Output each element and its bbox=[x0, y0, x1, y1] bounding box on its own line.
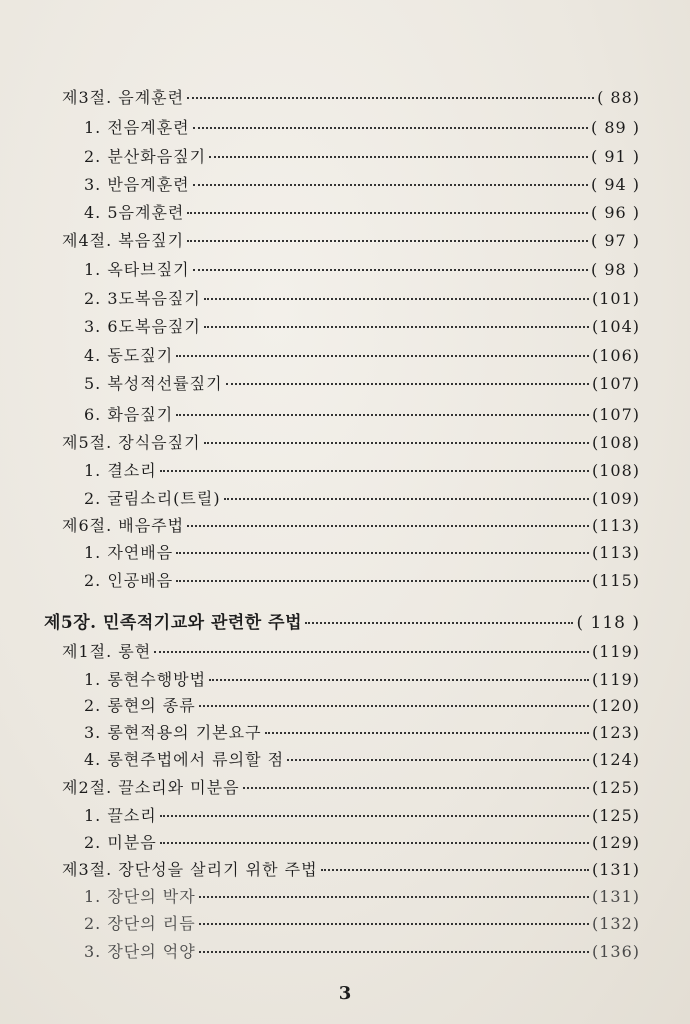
toc-entry-item bbox=[84, 723, 640, 743]
toc-entry-label: 3. 장단의 억양 bbox=[84, 942, 196, 961]
toc-entry-label: 제5장. 민족적기교와 관련한 주법 bbox=[44, 613, 302, 633]
toc-entry-label: 1. 롱현수행방법 bbox=[84, 670, 207, 689]
toc-entry-item bbox=[84, 289, 640, 309]
toc-entry-label: 제5절. 장식음짚기 bbox=[62, 433, 201, 452]
toc-entry-section bbox=[62, 642, 640, 662]
toc-entry-page: (113) bbox=[591, 516, 640, 535]
toc-entry-label: 제1절. 롱현 bbox=[62, 642, 152, 661]
toc-entry-label: 제2절. 끌소리와 미분음 bbox=[62, 778, 240, 797]
toc-entry-page: (109) bbox=[591, 489, 640, 508]
toc-entry-item bbox=[84, 346, 640, 366]
toc-entry-label: 3. 6도복음짚기 bbox=[84, 317, 201, 336]
toc-entry-item bbox=[84, 750, 640, 770]
toc-entry-page: ( 98 ) bbox=[590, 260, 640, 279]
dot-leader bbox=[199, 951, 589, 953]
toc-entry-item bbox=[84, 147, 640, 167]
toc-entry-page: (120) bbox=[591, 696, 640, 715]
toc-entry-page: (129) bbox=[591, 833, 640, 852]
dot-leader bbox=[204, 442, 589, 444]
toc-entry-page: (132) bbox=[591, 914, 640, 933]
toc-entry-item bbox=[84, 833, 640, 853]
toc-entry-label: 1. 결소리 bbox=[84, 461, 157, 480]
toc-entry-item bbox=[84, 543, 640, 563]
toc-entry-item bbox=[84, 942, 640, 962]
dot-leader bbox=[187, 525, 589, 527]
dot-leader bbox=[160, 470, 589, 472]
toc-entry-item bbox=[84, 571, 640, 591]
toc-entry-label: 2. 장단의 리듬 bbox=[84, 914, 196, 933]
toc-entry-page: (108) bbox=[591, 461, 640, 480]
toc-entry-label: 3. 반음계훈련 bbox=[84, 175, 190, 194]
toc-entry-item bbox=[84, 175, 640, 195]
toc-entry-page: (119) bbox=[591, 642, 640, 661]
dot-leader bbox=[287, 759, 589, 761]
toc-entry-item bbox=[84, 317, 640, 337]
toc-entry-label: 제6절. 배음주법 bbox=[62, 516, 185, 535]
toc-entry-page: ( 97 ) bbox=[590, 231, 640, 250]
toc-entry-label: 제3절. 장단성을 살리기 위한 주법 bbox=[62, 860, 318, 879]
toc-entry-page: (119) bbox=[591, 670, 640, 689]
toc-entry-label: 제4절. 복음짚기 bbox=[62, 231, 185, 250]
dot-leader bbox=[204, 326, 589, 328]
toc-entry-page: (136) bbox=[591, 942, 640, 961]
toc-entry-page: (125) bbox=[591, 806, 640, 825]
toc-entry-page: (123) bbox=[591, 723, 640, 742]
dot-leader bbox=[209, 156, 588, 158]
toc-entry-page: (124) bbox=[591, 750, 640, 769]
page-number: 3 bbox=[338, 983, 352, 1004]
toc-entry-label: 1. 전음계훈련 bbox=[84, 118, 190, 137]
toc-entry-page: (107) bbox=[591, 405, 640, 424]
toc-entry-label: 제3절. 음계훈련 bbox=[62, 88, 185, 107]
toc-entry-page: (131) bbox=[591, 887, 640, 906]
toc-entry-section bbox=[62, 231, 640, 251]
toc-entry-item bbox=[84, 887, 640, 907]
dot-leader bbox=[193, 184, 588, 186]
toc-entry-page: (108) bbox=[591, 433, 640, 452]
dot-leader bbox=[265, 732, 589, 734]
toc-entry-label: 4. 동도짚기 bbox=[84, 346, 174, 365]
dot-leader bbox=[224, 498, 589, 500]
toc-entry-label: 4. 롱현주법에서 류의할 점 bbox=[84, 750, 285, 769]
dot-leader bbox=[187, 240, 588, 242]
toc-entry-item bbox=[84, 260, 640, 280]
toc-entry-label: 2. 3도복음짚기 bbox=[84, 289, 201, 308]
dot-leader bbox=[199, 923, 589, 925]
toc-entry-page: ( 88) bbox=[597, 88, 640, 107]
dot-leader bbox=[226, 383, 589, 385]
dot-leader bbox=[176, 414, 589, 416]
toc-entry-page: ( 94 ) bbox=[590, 175, 640, 194]
toc-entry-page: ( 89 ) bbox=[590, 118, 640, 137]
toc-entry-page: ( 96 ) bbox=[590, 203, 640, 222]
dot-leader bbox=[154, 651, 589, 653]
dot-leader bbox=[176, 552, 589, 554]
toc-entry-section bbox=[62, 860, 640, 880]
toc-entry-item bbox=[84, 118, 640, 138]
toc-entry-section bbox=[62, 778, 640, 798]
dot-leader bbox=[176, 580, 589, 582]
toc-entry-label: 2. 롱현의 종류 bbox=[84, 696, 196, 715]
toc-entry-page: (104) bbox=[591, 317, 640, 336]
toc-entry-page: (125) bbox=[591, 778, 640, 797]
toc-entry-page: (107) bbox=[591, 374, 640, 393]
toc-entry-page: (131) bbox=[591, 860, 640, 879]
toc-entry-label: 1. 자연배음 bbox=[84, 543, 174, 562]
toc-entry-item bbox=[84, 670, 640, 690]
toc-entry-page: ( 91 ) bbox=[590, 147, 640, 166]
toc-entry-page: ( 118 ) bbox=[576, 613, 640, 633]
toc-entry-item bbox=[84, 405, 640, 425]
dot-leader bbox=[160, 842, 589, 844]
toc-entry-item bbox=[84, 489, 640, 509]
dot-leader bbox=[199, 705, 589, 707]
toc-entry-item bbox=[84, 914, 640, 934]
dot-leader bbox=[209, 679, 589, 681]
toc-entry-section bbox=[62, 433, 640, 453]
dot-leader bbox=[193, 127, 588, 129]
toc-entry-label: 1. 끌소리 bbox=[84, 806, 157, 825]
toc-entry-section bbox=[62, 88, 640, 108]
toc-entry-label: 2. 분산화음짚기 bbox=[84, 147, 207, 166]
dot-leader bbox=[176, 355, 589, 357]
toc-entry-chapter bbox=[44, 613, 640, 633]
toc-entry-section bbox=[62, 516, 640, 536]
toc-entry-label: 2. 미분음 bbox=[84, 833, 157, 852]
dot-leader bbox=[199, 896, 589, 898]
toc-entry-label: 1. 장단의 박자 bbox=[84, 887, 196, 906]
dot-leader bbox=[204, 298, 589, 300]
dot-leader bbox=[305, 622, 573, 624]
toc-entry-label: 4. 5음계훈련 bbox=[84, 203, 185, 222]
toc-entry-label: 2. 굴림소리(트릴) bbox=[84, 489, 221, 508]
toc-entry-item bbox=[84, 203, 640, 223]
dot-leader bbox=[187, 97, 594, 99]
toc-entry-item bbox=[84, 461, 640, 481]
toc-entry-page: (113) bbox=[591, 543, 640, 562]
toc-entry-page: (106) bbox=[591, 346, 640, 365]
toc-entry-label: 6. 화음짚기 bbox=[84, 405, 174, 424]
dot-leader bbox=[321, 869, 589, 871]
toc-entry-item bbox=[84, 374, 640, 394]
toc-entry-page: (115) bbox=[591, 571, 640, 590]
dot-leader bbox=[160, 815, 589, 817]
toc-entry-item bbox=[84, 696, 640, 716]
toc-entry-label: 5. 복성적선률짚기 bbox=[84, 374, 223, 393]
toc-entry-label: 3. 롱현적용의 기본요구 bbox=[84, 723, 262, 742]
dot-leader bbox=[187, 212, 588, 214]
toc-entry-page: (101) bbox=[591, 289, 640, 308]
dot-leader bbox=[243, 787, 589, 789]
toc-entry-label: 2. 인공배음 bbox=[84, 571, 174, 590]
toc-entry-label: 1. 옥타브짚기 bbox=[84, 260, 190, 279]
dot-leader bbox=[193, 269, 588, 271]
toc-entry-item bbox=[84, 806, 640, 826]
